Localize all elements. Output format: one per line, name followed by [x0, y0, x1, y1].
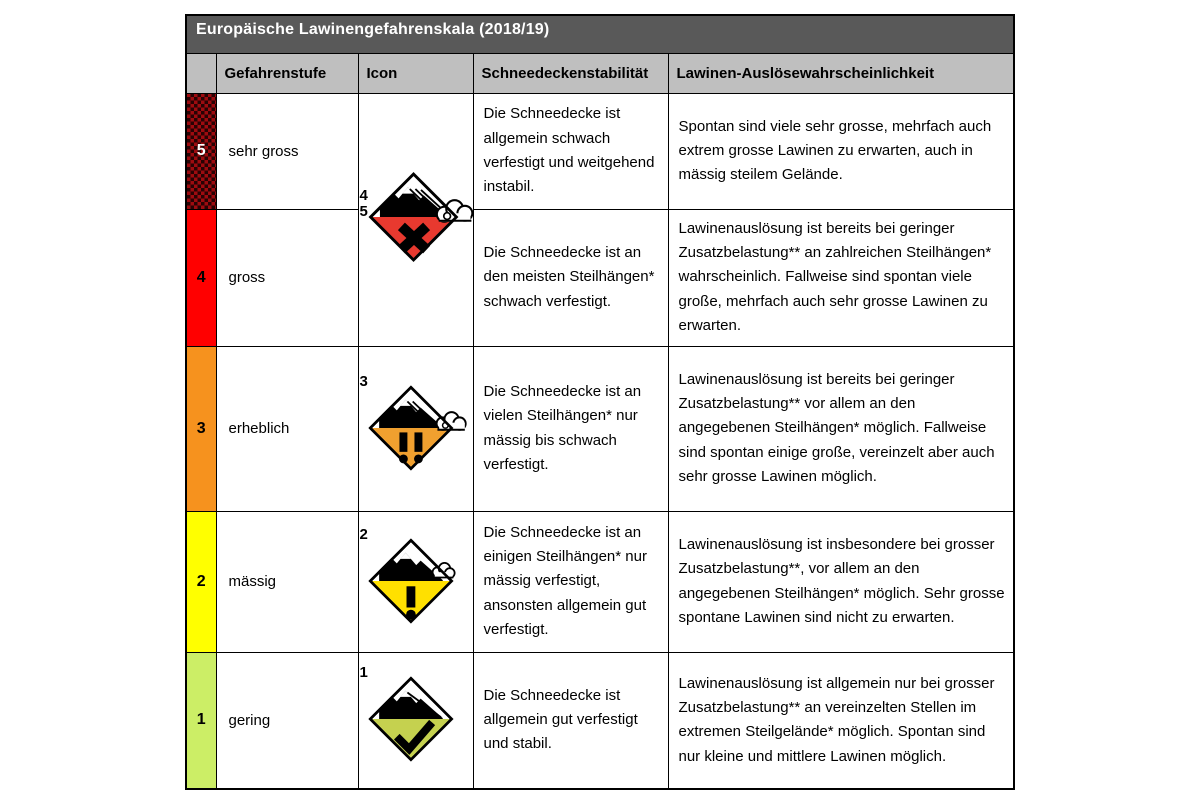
danger-level-label: mässig	[216, 511, 358, 652]
avalanche-danger-icon-2	[365, 531, 471, 631]
danger-level-label: sehr gross	[216, 93, 358, 209]
likelihood-text: Lawinenauslösung ist bereits bei geringer Zusatzbelastung** an zahlreichen Steilhängen* wahrscheinlich. Fallweise sind spontan viele große, mehrfach auch sehr grosse Lawinen zu erwarten.	[668, 209, 1014, 346]
level-number-cell: 2	[186, 511, 216, 652]
likelihood-text: Lawinenauslösung ist allgemein nur bei grosser Zusatzbelastung** an vereinzelten Stellen im extremen Steilgelände* möglich. Spontan sind nur kleine und mittlere Lawinen möglich.	[668, 652, 1014, 789]
likelihood-text: Lawinenauslösung ist bereits bei geringer Zusatzbelastung** vor allem an den angegebenen Steilhängen* möglich. Fallweise sind spontan einige große, vereinzelt aber auch sehr grosse Lawinen möglich.	[668, 346, 1014, 511]
danger-level-label: gering	[216, 652, 358, 789]
avalanche-danger-scale-table	[185, 14, 1015, 790]
table-row-level-5	[186, 93, 1014, 209]
icon-level-number: 1	[359, 664, 368, 682]
avalanche-danger-icon-3	[365, 378, 471, 478]
table-row-level-2	[186, 511, 1014, 652]
icon-cell-level-2	[358, 511, 473, 652]
header-ausloesewahrscheinlichkeit: Lawinen-Auslösewahrscheinlichkeit	[668, 53, 1014, 93]
icon-level-numbers: 4 5	[359, 186, 368, 220]
likelihood-text: Spontan sind viele sehr grosse, mehrfach auch extrem grosse Lawinen zu erwarten, auch in mässig steilem Gelände.	[668, 93, 1014, 209]
table-row-level-4	[186, 209, 1014, 346]
stability-text: Die Schneedecke ist an vielen Steilhängen* nur mässig bis schwach verfestigt.	[473, 346, 668, 511]
header-level-num	[186, 53, 216, 93]
likelihood-text: Lawinenauslösung ist insbesondere bei grosser Zusatzbelastung**, vor allem an den angegebenen Steilhängen* möglich. Sehr grosse spontane Lawinen sind nicht zu erwarten.	[668, 511, 1014, 652]
avalanche-danger-icon-4-5	[365, 164, 474, 270]
icon-level-number: 2	[359, 525, 368, 543]
avalanche-danger-icon-1	[365, 669, 471, 769]
icon-level-number: 3	[359, 372, 368, 390]
level-number-cell: 5	[186, 93, 216, 209]
stability-text: Die Schneedecke ist an den meisten Steilhängen* schwach verfestigt.	[473, 209, 668, 346]
exclamation-symbol	[406, 586, 416, 619]
header-schneedeckenstabilitaet: Schneedeckenstabilität	[473, 53, 668, 93]
header-icon: Icon	[358, 53, 473, 93]
danger-level-label: gross	[216, 209, 358, 346]
icon-cell-level-1	[358, 652, 473, 789]
stability-text: Die Schneedecke ist allgemein gut verfestigt und stabil.	[473, 652, 668, 789]
icon-cell-level-4-5	[358, 93, 473, 346]
table-row-level-1	[186, 652, 1014, 789]
danger-level-label: erheblich	[216, 346, 358, 511]
table-row-level-3	[186, 346, 1014, 511]
icon-cell-level-3	[358, 346, 473, 511]
level-number-cell: 3	[186, 346, 216, 511]
header-gefahrenstufe: Gefahrenstufe	[216, 53, 358, 93]
table-title: Europäische Lawinengefahrenskala (2018/19)	[186, 15, 1014, 53]
level-number-cell: 1	[186, 652, 216, 789]
level-number-cell: 4	[186, 209, 216, 346]
stability-text: Die Schneedecke ist allgemein schwach verfestigt und weitgehend instabil.	[473, 93, 668, 209]
stability-text: Die Schneedecke ist an einigen Steilhängen* nur mässig verfestigt, ansonsten allgemein gut verfestigt.	[473, 511, 668, 652]
